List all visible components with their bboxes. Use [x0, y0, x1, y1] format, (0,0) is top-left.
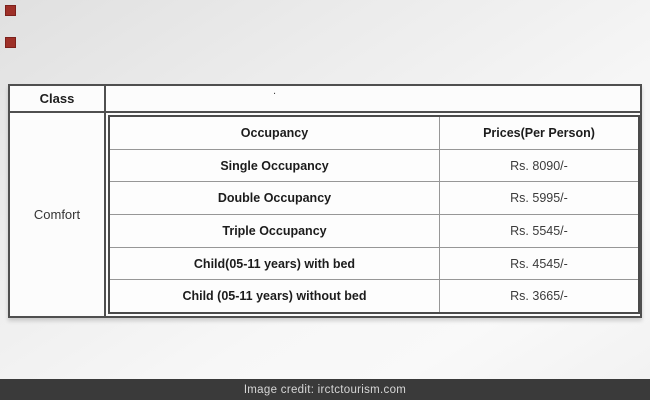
occupancy-cell: Child(05-11 years) with bed	[110, 248, 440, 280]
occupancy-column-header: Occupancy	[110, 117, 440, 149]
price-cell: Rs. 5545/-	[510, 223, 568, 238]
occupancy-cell: Child (05-11 years) without bed	[110, 280, 440, 312]
comfort-detail-cell	[106, 113, 640, 316]
occupancy-cell: Single Occupancy	[110, 150, 440, 182]
price-cell: Rs. 3665/-	[510, 289, 568, 304]
stray-dot: .	[273, 85, 277, 97]
class-value-cell	[106, 86, 640, 113]
occupancy-cell: Triple Occupancy	[110, 215, 440, 247]
table-row	[110, 279, 638, 312]
price-cell: Rs. 4545/-	[510, 256, 568, 271]
table-row	[110, 247, 638, 280]
table-row	[110, 149, 638, 182]
price-table	[108, 115, 640, 314]
table-row	[110, 214, 638, 247]
prices-column-header: Prices(Per Person)	[483, 125, 595, 140]
image-credit-bar	[0, 379, 650, 400]
class-header-cell: Class	[10, 86, 106, 113]
occupancy-cell: Double Occupancy	[110, 182, 440, 214]
comfort-label-cell: Comfort	[10, 113, 106, 316]
table-row	[110, 181, 638, 214]
price-cell: Rs. 5995/-	[510, 191, 568, 206]
price-table-header-row	[110, 117, 638, 149]
red-square-marker	[5, 37, 16, 48]
fare-table	[8, 84, 642, 318]
price-cell: Rs. 8090/-	[510, 158, 568, 173]
red-square-marker	[5, 5, 16, 16]
image-credit-text: Image credit: irctctourism.com	[243, 383, 407, 396]
